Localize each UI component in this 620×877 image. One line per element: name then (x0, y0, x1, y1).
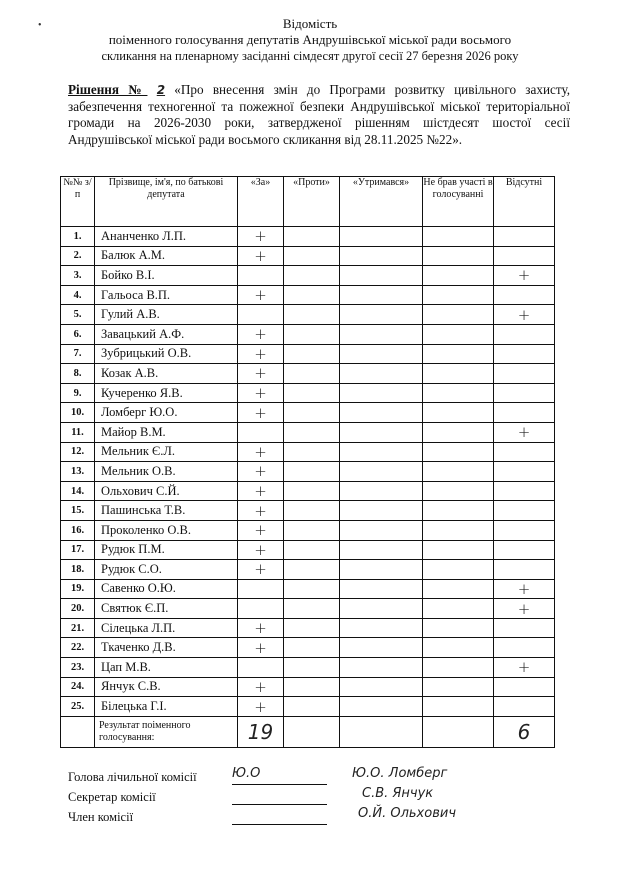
row-number: 20. (61, 599, 95, 619)
vote-za: + (238, 481, 284, 501)
row-number: 6. (61, 324, 95, 344)
row-number: 9. (61, 383, 95, 403)
vote-ne (423, 403, 494, 423)
corner-mark: • (38, 20, 42, 31)
header-vidsutni: Відсутні (494, 177, 555, 227)
vote-utr (340, 462, 423, 482)
vote-za: + (238, 227, 284, 247)
table-row (61, 442, 555, 462)
signature-role-member: Член комісії (68, 810, 134, 824)
deputy-name: Кучеренко Я.В. (95, 383, 238, 403)
table-row (61, 560, 555, 580)
vote-ne (423, 618, 494, 638)
vote-utr (340, 324, 423, 344)
vote-vids (494, 383, 555, 403)
vote-vids (494, 501, 555, 521)
chair-fullname: Ю.О. Ломберг (352, 766, 448, 781)
table-row (61, 579, 555, 599)
vote-za: + (238, 383, 284, 403)
vote-utr (340, 285, 423, 305)
table-row (61, 501, 555, 521)
deputy-name: Мельник Є.Л. (95, 442, 238, 462)
deputy-name: Проколенко О.В. (95, 520, 238, 540)
vote-vids (494, 344, 555, 364)
row-number: 10. (61, 403, 95, 423)
vote-za (238, 658, 284, 678)
row-number: 14. (61, 481, 95, 501)
table-row (61, 324, 555, 344)
vote-vids: + (494, 305, 555, 325)
vote-za: + (238, 364, 284, 384)
vote-proty (284, 383, 340, 403)
vote-za: + (238, 246, 284, 266)
vote-proty (284, 677, 340, 697)
vote-ne (423, 560, 494, 580)
table-row (61, 285, 555, 305)
vote-za (238, 422, 284, 442)
vote-za (238, 305, 284, 325)
header-num: №№ з/п (61, 177, 95, 227)
vote-proty (284, 599, 340, 619)
title-line-1: Відомість (282, 16, 338, 31)
deputy-name: Рудюк П.М. (95, 540, 238, 560)
row-number: 3. (61, 266, 95, 286)
vote-vids (494, 246, 555, 266)
vote-proty (284, 442, 340, 462)
signature-line-member (232, 824, 327, 825)
total-label: Результат поіменного голосування: (95, 716, 238, 747)
signature-line-secretary (232, 804, 327, 805)
vote-ne (423, 501, 494, 521)
total-za: 19 (238, 716, 284, 747)
vote-vids (494, 481, 555, 501)
vote-utr (340, 599, 423, 619)
vote-utr (340, 403, 423, 423)
vote-utr (340, 481, 423, 501)
vote-ne (423, 658, 494, 678)
vote-utr (340, 579, 423, 599)
vote-vids (494, 638, 555, 658)
vote-vids (494, 403, 555, 423)
row-number: 15. (61, 501, 95, 521)
vote-za: + (238, 442, 284, 462)
vote-za (238, 579, 284, 599)
vote-vids: + (494, 266, 555, 286)
row-number: 24. (61, 677, 95, 697)
deputy-name: Зубрицький О.В. (95, 344, 238, 364)
vote-ne (423, 324, 494, 344)
row-number: 4. (61, 285, 95, 305)
vote-za: + (238, 403, 284, 423)
vote-za: + (238, 324, 284, 344)
vote-utr (340, 383, 423, 403)
vote-vids (494, 560, 555, 580)
vote-za: + (238, 520, 284, 540)
vote-ne (423, 383, 494, 403)
vote-vids (494, 462, 555, 482)
total-vidsutni: 6 (494, 716, 555, 747)
vote-utr (340, 305, 423, 325)
vote-ne (423, 599, 494, 619)
title-line-2: поіменного голосування депутатів Андрушівської міської ради восьмого (108, 32, 512, 47)
vote-proty (284, 422, 340, 442)
deputy-name: Сілецька Л.П. (95, 618, 238, 638)
vote-ne (423, 285, 494, 305)
vote-proty (284, 618, 340, 638)
vote-za: + (238, 285, 284, 305)
header-utrymavsia: «Утримався» (340, 177, 423, 227)
row-number: 19. (61, 579, 95, 599)
vote-proty (284, 462, 340, 482)
table-row (61, 599, 555, 619)
voting-table (60, 176, 555, 748)
vote-za (238, 599, 284, 619)
vote-ne (423, 344, 494, 364)
table-row (61, 266, 555, 286)
row-number: 7. (61, 344, 95, 364)
vote-utr (340, 227, 423, 247)
deputy-name: Пашинська Т.В. (95, 501, 238, 521)
vote-za: + (238, 501, 284, 521)
vote-vids: + (494, 422, 555, 442)
decision-body: «Про внесення змін до Програми розвитку цивільного захисту, забезпечення техногенної та пожежної безпеки Андрушівської міської територіальної громади на 2026-2030 роки, затвердженої рішенням шістдесят шостої сесії Андрушівської міської ради восьмого скликання від 28.11.2025 №22». (68, 82, 571, 147)
member-fullname: О.Й. Ольхович (358, 806, 456, 821)
table-row (61, 481, 555, 501)
table-row (61, 520, 555, 540)
row-number: 2. (61, 246, 95, 266)
total-row (61, 716, 555, 747)
vote-proty (284, 246, 340, 266)
table-row (61, 697, 555, 717)
table-row (61, 677, 555, 697)
deputy-name: Бойко В.І. (95, 266, 238, 286)
signature-line-chair (232, 784, 327, 785)
vote-ne (423, 422, 494, 442)
vote-ne (423, 227, 494, 247)
vote-ne (423, 266, 494, 286)
table-row (61, 618, 555, 638)
vote-proty (284, 266, 340, 286)
header-proty: «Проти» (284, 177, 340, 227)
table-row (61, 227, 555, 247)
vote-utr (340, 638, 423, 658)
vote-za (238, 266, 284, 286)
vote-utr (340, 422, 423, 442)
deputy-name: Гальоса В.П. (95, 285, 238, 305)
row-number: 1. (61, 227, 95, 247)
vote-proty (284, 560, 340, 580)
vote-vids (494, 227, 555, 247)
vote-ne (423, 520, 494, 540)
signature-role-chair: Голова лічильної комісії (68, 770, 197, 784)
vote-za: + (238, 462, 284, 482)
vote-utr (340, 618, 423, 638)
vote-proty (284, 285, 340, 305)
deputy-name: Ткаченко Д.В. (95, 638, 238, 658)
deputy-name: Мельник О.В. (95, 462, 238, 482)
vote-proty (284, 501, 340, 521)
deputy-name: Білецька Г.І. (95, 697, 238, 717)
deputy-name: Козак А.В. (95, 364, 238, 384)
deputy-name: Завацький А.Ф. (95, 324, 238, 344)
vote-za: + (238, 638, 284, 658)
vote-vids (494, 442, 555, 462)
vote-vids (494, 618, 555, 638)
row-number: 25. (61, 697, 95, 717)
table-row (61, 403, 555, 423)
deputy-name: Святюк Є.П. (95, 599, 238, 619)
vote-ne (423, 481, 494, 501)
vote-vids (494, 540, 555, 560)
title-line-3: скликання на пленарному засіданні сімдесят другої сесії 27 березня 2026 року (101, 49, 519, 63)
row-number: 22. (61, 638, 95, 658)
vote-vids: + (494, 579, 555, 599)
table-row (61, 638, 555, 658)
vote-vids (494, 697, 555, 717)
vote-utr (340, 697, 423, 717)
row-number: 8. (61, 364, 95, 384)
vote-proty (284, 540, 340, 560)
decision-number: 2 (156, 83, 166, 97)
signature-role-secretary: Секретар комісії (68, 790, 156, 804)
vote-utr (340, 658, 423, 678)
vote-utr (340, 677, 423, 697)
vote-proty (284, 638, 340, 658)
vote-proty (284, 324, 340, 344)
vote-proty (284, 403, 340, 423)
row-number: 5. (61, 305, 95, 325)
vote-ne (423, 462, 494, 482)
vote-proty (284, 364, 340, 384)
vote-proty (284, 481, 340, 501)
vote-utr (340, 540, 423, 560)
vote-proty (284, 227, 340, 247)
deputy-name: Ананченко Л.П. (95, 227, 238, 247)
vote-za: + (238, 618, 284, 638)
vote-vids (494, 677, 555, 697)
header-za: «За» (238, 177, 284, 227)
vote-proty (284, 344, 340, 364)
vote-ne (423, 364, 494, 384)
vote-ne (423, 677, 494, 697)
row-number: 18. (61, 560, 95, 580)
vote-vids (494, 364, 555, 384)
vote-vids (494, 520, 555, 540)
vote-utr (340, 246, 423, 266)
deputy-name: Янчук С.В. (95, 677, 238, 697)
row-number: 11. (61, 422, 95, 442)
decision-text (68, 82, 570, 148)
deputy-name: Ольхович С.Й. (95, 481, 238, 501)
vote-ne (423, 579, 494, 599)
vote-ne (423, 442, 494, 462)
vote-za: + (238, 540, 284, 560)
vote-utr (340, 442, 423, 462)
vote-za: + (238, 344, 284, 364)
vote-utr (340, 560, 423, 580)
vote-ne (423, 638, 494, 658)
vote-proty (284, 305, 340, 325)
vote-utr (340, 344, 423, 364)
secretary-fullname: С.В. Янчук (362, 786, 434, 801)
table-row (61, 305, 555, 325)
vote-za: + (238, 560, 284, 580)
vote-vids: + (494, 599, 555, 619)
vote-utr (340, 364, 423, 384)
deputy-name: Савенко О.Ю. (95, 579, 238, 599)
row-number: 23. (61, 658, 95, 678)
vote-ne (423, 305, 494, 325)
vote-proty (284, 579, 340, 599)
table-row (61, 540, 555, 560)
vote-utr (340, 501, 423, 521)
row-number: 16. (61, 520, 95, 540)
vote-za: + (238, 697, 284, 717)
document-title (0, 16, 620, 64)
vote-utr (340, 520, 423, 540)
vote-vids (494, 324, 555, 344)
row-number: 13. (61, 462, 95, 482)
table-row (61, 422, 555, 442)
vote-vids (494, 285, 555, 305)
table-header-row (61, 177, 555, 227)
deputy-name: Рудюк С.О. (95, 560, 238, 580)
row-number: 17. (61, 540, 95, 560)
vote-proty (284, 697, 340, 717)
vote-utr (340, 266, 423, 286)
deputy-name: Майор В.М. (95, 422, 238, 442)
table-row (61, 246, 555, 266)
vote-ne (423, 697, 494, 717)
vote-vids: + (494, 658, 555, 678)
vote-ne (423, 540, 494, 560)
header-ne-brav: Не брав участі в голосуванні (423, 177, 494, 227)
deputy-name: Гулий А.В. (95, 305, 238, 325)
deputy-name: Цап М.В. (95, 658, 238, 678)
deputy-name: Ломберг Ю.О. (95, 403, 238, 423)
vote-ne (423, 246, 494, 266)
deputy-name: Балюк А.М. (95, 246, 238, 266)
table-row (61, 364, 555, 384)
table-row (61, 383, 555, 403)
vote-proty (284, 658, 340, 678)
vote-za: + (238, 677, 284, 697)
chair-initials: Ю.О (232, 766, 261, 781)
header-name: Прізвище, ім'я, по батькові депутата (95, 177, 238, 227)
table-row (61, 344, 555, 364)
table-row (61, 462, 555, 482)
table-row (61, 658, 555, 678)
row-number: 12. (61, 442, 95, 462)
row-number: 21. (61, 618, 95, 638)
decision-label: Рішення № (68, 82, 148, 97)
vote-proty (284, 520, 340, 540)
